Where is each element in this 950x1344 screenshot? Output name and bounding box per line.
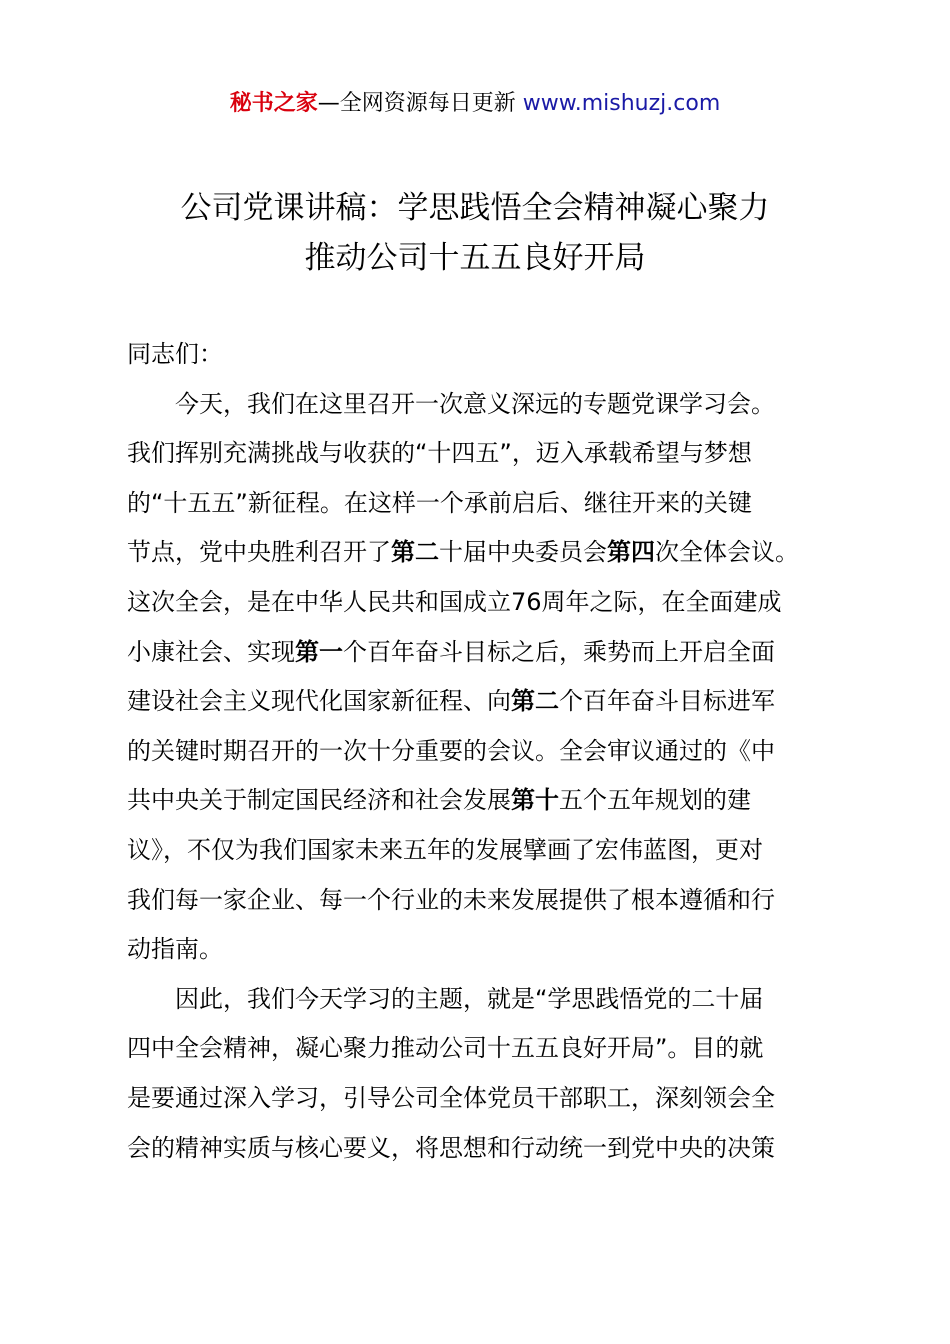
text-run: 共中央关于制定国民经济和社会发展 (127, 786, 511, 815)
text-run: 节点，党中央胜利召开了 (127, 538, 391, 567)
title-line-1: 公司党课讲稿：学思践悟全会精神凝心聚力 (180, 190, 770, 226)
title-line-2: 推动公司十五五良好开局 (304, 240, 646, 276)
text-run: 建设社会主义现代化国家新征程、向 (127, 687, 511, 716)
paragraph-line: 今天，我们在这里召开一次意义深远的专题党课学习会。 (175, 389, 775, 418)
text-run: 小康社会、实现 (127, 637, 295, 666)
site-header (0, 88, 950, 120)
paragraph-line (127, 677, 833, 727)
bold-run: 第四 (607, 538, 655, 567)
paragraph-line: 是要通过深入学习，引导公司全体党员干部职工，深刻领会全 (127, 1083, 775, 1112)
paragraph-line: 四中全会精神，凝心聚力推动公司十五五良好开局”。目的就 (127, 1034, 764, 1063)
bold-run: 第二 (391, 538, 439, 567)
bold-run: 第十 (511, 786, 559, 815)
text-run: 次全体会议。 (655, 538, 799, 567)
text-run: 十届中央委员会 (439, 538, 607, 567)
text-run: 五个五年规划的建 (559, 786, 751, 815)
paragraph-line: 的“十五五”新征程。在这样一个承前启后、继往开来的关键 (127, 488, 752, 517)
paragraph-line (127, 628, 833, 678)
text-run: 个百年奋斗目标进军 (559, 687, 775, 716)
site-brand: 秘书之家 (229, 91, 318, 116)
bold-run: 第二 (511, 687, 559, 716)
paragraph-1 (127, 380, 833, 975)
paragraph-line: 因此，我们今天学习的主题，就是“学思践悟党的二十届 (175, 984, 764, 1013)
paragraph-line: 议》，不仅为我们国家未来五年的发展擘画了宏伟蓝图，更对 (127, 835, 763, 864)
salutation: 同志们： (127, 340, 223, 368)
site-tagline: —全网资源每日更新 (317, 91, 523, 116)
site-url-link[interactable]: www.mishuzj.com (522, 91, 721, 116)
document-title (60, 183, 890, 283)
paragraph-line: 这次全会，是在中华人民共和国成立76周年之际，在全面建成 (127, 587, 782, 616)
paragraph-line (127, 776, 833, 826)
paragraph-line: 动指南。 (127, 935, 223, 964)
paragraph-2 (127, 975, 833, 1173)
paragraph-line (127, 528, 833, 578)
paragraph-line: 的关键时期召开的一次十分重要的会议。全会审议通过的《中 (127, 736, 775, 765)
text-run: 个百年奋斗目标之后，乘势而上开启全面 (343, 637, 775, 666)
paragraph-line: 我们每一家企业、每一个行业的未来发展提供了根本遵循和行 (127, 885, 775, 914)
bold-run: 第一 (295, 637, 343, 666)
document-body (127, 330, 833, 1173)
paragraph-line: 会的精神实质与核心要义，将思想和行动统一到党中央的决策 (127, 1133, 775, 1162)
paragraph-line: 我们挥别充满挑战与收获的“十四五”，迈入承载希望与梦想 (127, 439, 752, 468)
